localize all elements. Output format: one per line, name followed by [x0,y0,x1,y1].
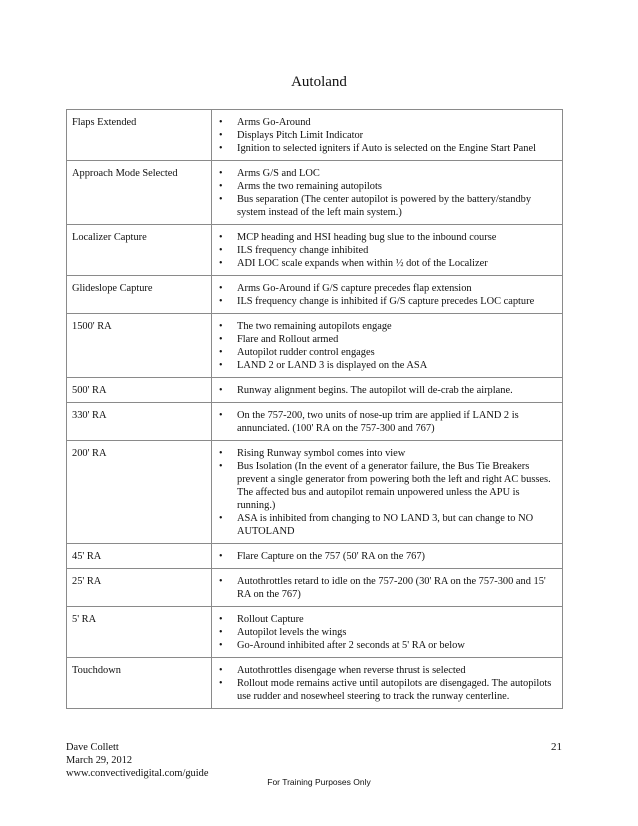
list-item-text: Arms Go-Around if G/S capture precedes flap extension [237,283,472,294]
bullet-list [217,231,558,270]
page-number: 21 [551,741,562,753]
list-item-text: ILS frequency change is inhibited if G/S capture precedes LOC capture [237,296,535,307]
footer-info [66,741,208,780]
bullet-icon: • [219,410,223,421]
table-row [67,441,563,544]
list-item-text: Ignition to selected igniters if Auto is selected on the Engine Start Panel [237,143,536,154]
list-item [217,639,558,652]
bullet-list [217,167,558,219]
list-item-text: Flare and Rollout armed [237,334,339,345]
stage-cell: Localizer Capture [67,225,212,276]
stage-cell: 500' RA [67,378,212,403]
stage-cell: Approach Mode Selected [67,161,212,225]
bullet-list [217,320,558,372]
bullet-icon: • [219,347,223,358]
bullet-list [217,613,558,652]
list-item [217,677,558,703]
list-item-text: ADI LOC scale expands when within ½ dot of the Localizer [237,258,488,269]
list-item-text: Arms Go-Around [237,117,311,128]
autoland-table-body [67,110,563,709]
table-row [67,161,563,225]
footer-notice: For Training Purposes Only [267,777,371,787]
list-item-text: On the 757-200, two units of nose-up trim are applied if LAND 2 is annunciated. (100' RA on the 757-300 and 767) [237,410,519,434]
list-item [217,384,558,397]
list-item-text: LAND 2 or LAND 3 is displayed on the ASA [237,360,428,371]
list-item-text: Runway alignment begins. The autopilot will de-crab the airplane. [237,385,513,396]
list-item-text: Autopilot levels the wings [237,627,347,638]
details-cell [212,276,563,314]
bullet-icon: • [219,513,223,524]
bullet-icon: • [219,385,223,396]
list-item [217,295,558,308]
details-cell [212,314,563,378]
bullet-icon: • [219,283,223,294]
list-item [217,359,558,372]
bullet-icon: • [219,448,223,459]
list-item [217,333,558,346]
list-item-text: Bus Isolation (In the event of a generator failure, the Bus Tie Breakers prevent a single generator from powering both the left and right AC busses. The affected bus and autopilot remain unpowered unless the APU is running.) [237,461,551,511]
list-item-text: Go-Around inhibited after 2 seconds at 5' RA or below [237,640,465,651]
bullet-icon: • [219,232,223,243]
stage-cell: 1500' RA [67,314,212,378]
details-cell [212,607,563,658]
list-item-text: MCP heading and HSI heading bug slue to the inbound course [237,232,497,243]
bullet-icon: • [219,665,223,676]
table-row [67,403,563,441]
bullet-icon: • [219,627,223,638]
table-row [67,110,563,161]
bullet-icon: • [219,245,223,256]
list-item [217,193,558,219]
table-row [67,607,563,658]
table-row [67,225,563,276]
list-item-text: Rollout Capture [237,614,304,625]
bullet-icon: • [219,130,223,141]
list-item-text: Displays Pitch Limit Indicator [237,130,364,141]
bullet-icon: • [219,117,223,128]
stage-cell: 330' RA [67,403,212,441]
list-item [217,129,558,142]
footer-url: www.convectivedigital.com/guide [66,768,209,779]
bullet-icon: • [219,296,223,307]
list-item-text: Arms the two remaining autopilots [237,181,382,192]
details-cell [212,441,563,544]
list-item-text: Arms G/S and LOC [237,168,320,179]
bullet-list [217,282,558,308]
list-item [217,116,558,129]
details-cell [212,161,563,225]
list-item [217,180,558,193]
list-item [217,346,558,359]
details-cell [212,378,563,403]
list-item [217,550,558,563]
stage-cell: Glideslope Capture [67,276,212,314]
list-item-text: Autothrottles disengage when reverse thrust is selected [237,665,466,676]
list-item-text: The two remaining autopilots engage [237,321,392,332]
bullet-list [217,575,558,601]
list-item [217,626,558,639]
footer-author: Dave Collett [66,742,119,753]
bullet-list [217,409,558,435]
bullet-list [217,116,558,155]
list-item [217,613,558,626]
bullet-icon: • [219,181,223,192]
bullet-list [217,384,558,397]
list-item-text: ASA is inhibited from changing to NO LAND 3, but can change to NO AUTOLAND [237,513,534,537]
bullet-icon: • [219,168,223,179]
table-row [67,276,563,314]
list-item-text: Flare Capture on the 757 (50' RA on the 767) [237,551,426,562]
autoland-table [66,109,563,709]
details-cell [212,225,563,276]
page-title: Autoland [291,74,347,90]
bullet-icon: • [219,576,223,587]
list-item-text: Autothrottles retard to idle on the 757-200 (30' RA on the 757-300 and 15' RA on the 767) [237,576,546,600]
list-item-text: Rising Runway symbol comes into view [237,448,406,459]
list-item [217,409,558,435]
stage-cell: 5' RA [67,607,212,658]
table-row [67,314,563,378]
stage-cell: Touchdown [67,658,212,709]
list-item [217,447,558,460]
list-item [217,257,558,270]
list-item [217,142,558,155]
bullet-list [217,550,558,563]
details-cell [212,658,563,709]
bullet-icon: • [219,461,223,472]
list-item-text: Bus separation (The center autopilot is powered by the battery/standby system instead of the left main system.) [237,194,532,218]
details-cell [212,110,563,161]
footer-date: March 29, 2012 [66,755,133,766]
list-item [217,664,558,677]
bullet-list [217,664,558,703]
list-item-text: ILS frequency change inhibited [237,245,369,256]
table-row [67,378,563,403]
list-item [217,575,558,601]
list-item [217,167,558,180]
list-item [217,231,558,244]
table-row [67,544,563,569]
list-item [217,282,558,295]
bullet-icon: • [219,640,223,651]
bullet-icon: • [219,614,223,625]
bullet-icon: • [219,551,223,562]
bullet-icon: • [219,678,223,689]
list-item-text: Autopilot rudder control engages [237,347,375,358]
details-cell [212,544,563,569]
stage-cell: 200' RA [67,441,212,544]
stage-cell: 25' RA [67,569,212,607]
list-item [217,460,558,512]
list-item [217,244,558,257]
bullet-list [217,447,558,538]
details-cell [212,403,563,441]
table-row [67,658,563,709]
bullet-icon: • [219,321,223,332]
list-item [217,320,558,333]
details-cell [212,569,563,607]
table-row [67,569,563,607]
bullet-icon: • [219,258,223,269]
bullet-icon: • [219,143,223,154]
bullet-icon: • [219,334,223,345]
list-item [217,512,558,538]
list-item-text: Rollout mode remains active until autopilots are disengaged. The autopilots use rudder and nosewheel steering to track the runway centerline. [237,678,552,702]
bullet-icon: • [219,360,223,371]
stage-cell: Flaps Extended [67,110,212,161]
bullet-icon: • [219,194,223,205]
stage-cell: 45' RA [67,544,212,569]
